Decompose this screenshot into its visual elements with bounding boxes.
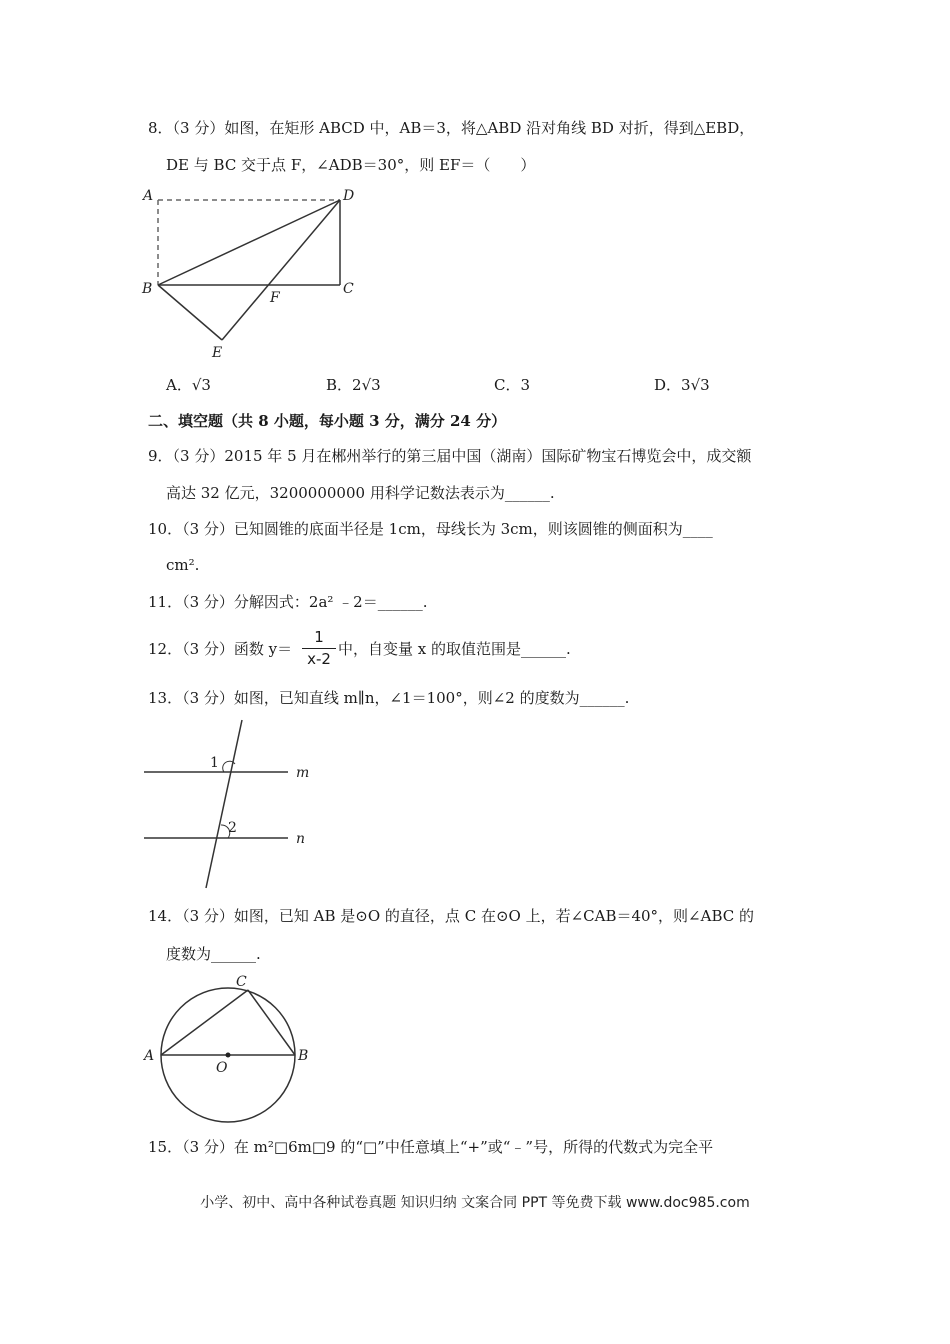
q14-line-1: 14．（3 分）如图，已知 AB 是⊙O 的直径，点 C 在⊙O 上，若∠CAB＝40°，则∠ABC 的 [148, 907, 755, 925]
q8-line-1: 8．（3 分）如图，在矩形 ABCD 中，AB＝3，将△ABD 沿对角线 BD 对折，得到△EBD， [148, 119, 755, 137]
label-angle-2: 2 [228, 820, 237, 836]
q10-line-1: 10．（3 分）已知圆锥的底面半径是 1cm，母线长为 3cm，则该圆锥的侧面积为____ [148, 520, 713, 538]
page-footer: 小学、初中、高中各种试卷真题 知识归纳 文案合同 PPT 等免费下载 www.doc985.com [200, 1195, 750, 1211]
center-point-O [226, 1053, 231, 1058]
q13-parallel-lines-figure [140, 715, 320, 895]
q13-line: 13．（3 分）如图，已知直线 m∥n，∠1＝100°，则∠2 的度数为______. [148, 689, 630, 707]
q8-option-d: D．3√3 [654, 376, 710, 394]
q11-line: 11．（3 分）分解因式：2a² ﹣2＝______. [148, 593, 428, 611]
section-heading: 二、填空题（共 8 小题，每小题 3 分，满分 24 分） [148, 412, 507, 430]
q14-circle-figure [140, 968, 320, 1128]
q15-line: 15．（3 分）在 m²□6m□9 的“□”中任意填上“+”或“﹣”号，所得的代数式为完全平 [148, 1138, 714, 1156]
q8-rectangle-figure [140, 185, 370, 365]
label-E: E [212, 345, 223, 361]
label-O: O [216, 1060, 228, 1076]
label-B: B [298, 1048, 309, 1064]
q9-line-1: 9．（3 分）2015 年 5 月在郴州举行的第三届中国（湖南）国际矿物宝石博览会中，成交额 [148, 447, 752, 465]
chord-BC [248, 990, 295, 1055]
label-C: C [343, 281, 354, 297]
segment-BE [158, 285, 222, 340]
label-D: D [343, 188, 355, 204]
q14-line-2: 度数为______. [166, 945, 261, 963]
label-A: A [144, 1048, 155, 1064]
q8-option-b: B．2√3 [326, 376, 381, 394]
label-m: m [296, 765, 310, 781]
label-A: A [143, 188, 154, 204]
label-C: C [236, 974, 247, 990]
q10-line-2: cm². [166, 556, 200, 574]
q12-suffix: 中，自变量 x 的取值范围是______. [338, 640, 571, 658]
q12-denominator: x-2 [307, 650, 331, 668]
q12-numerator: 1 [314, 628, 324, 646]
q12-fraction-bar [302, 648, 336, 649]
label-n: n [296, 831, 306, 847]
label-angle-1: 1 [210, 755, 219, 771]
q8-option-a: A．√3 [166, 376, 211, 394]
transversal-line [206, 720, 242, 888]
segment-BD [158, 200, 340, 285]
angle-1-arc [223, 761, 235, 772]
q8-line-2: DE 与 BC 交于点 F，∠ADB＝30°，则 EF＝（ ） [166, 156, 536, 174]
segment-DE [222, 200, 340, 340]
label-B: B [142, 281, 153, 297]
q12-prefix: 12．（3 分）函数 y＝ [148, 640, 293, 658]
label-F: F [270, 290, 280, 306]
chord-AC [161, 990, 248, 1055]
q8-option-c: C．3 [494, 376, 531, 394]
q9-line-2: 高达 32 亿元，3200000000 用科学记数法表示为______. [166, 484, 555, 502]
